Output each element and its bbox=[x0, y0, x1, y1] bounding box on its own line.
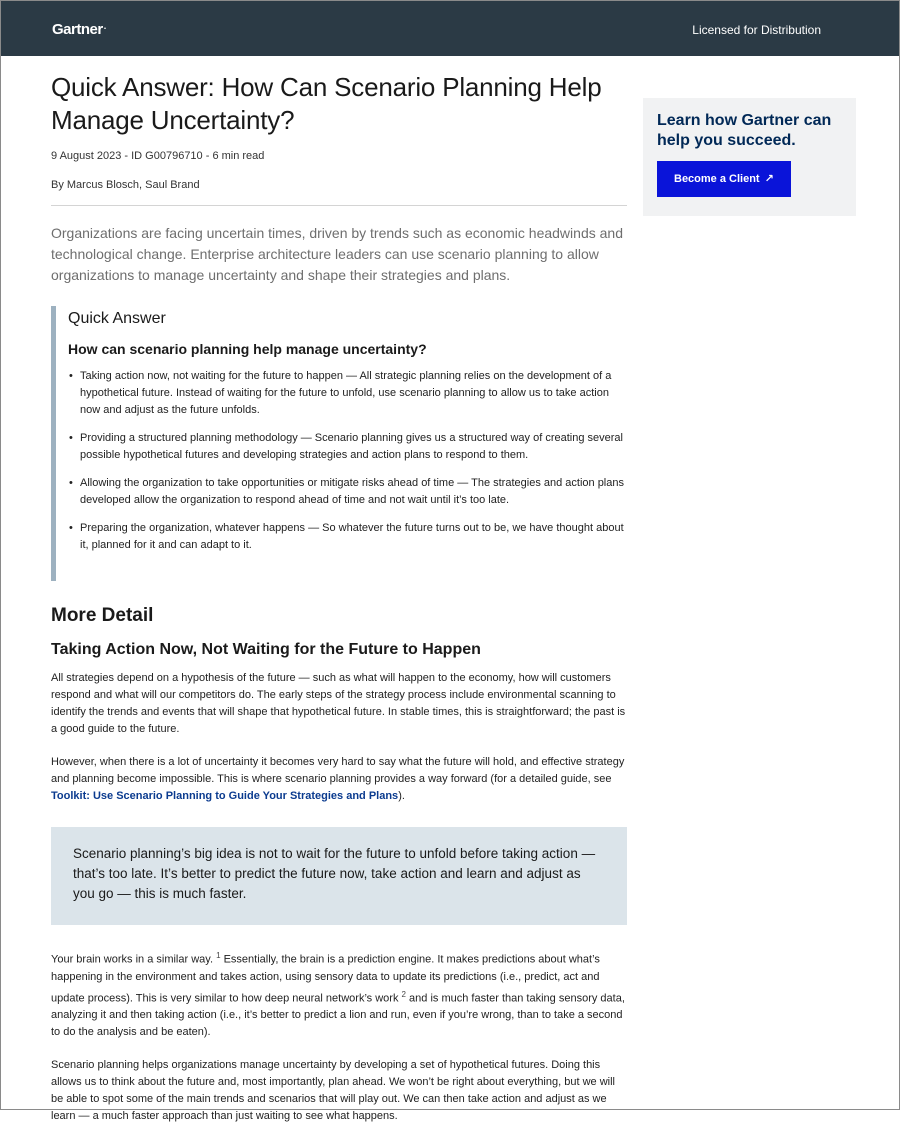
list-item bbox=[68, 475, 627, 509]
quick-answer-question: How can scenario planning help manage uncertainty? bbox=[68, 341, 427, 357]
quick-answer-box bbox=[51, 306, 627, 581]
paragraph-1: All strategies depend on a hypothesis of the future — such as what will happen to the economy, how will customers respond and what will our competitors do. The early steps of the strategy process include environmental scanning to identify the trends and events that will shape that hypothetical future. In stable times, this is straightforward; the past is a good guide to the future. bbox=[51, 672, 626, 735]
paragraph-2-text-end: ). bbox=[398, 790, 405, 802]
article-main bbox=[51, 71, 627, 1125]
arrow-up-right-icon: ↗ bbox=[764, 173, 774, 185]
bullet-icon: • bbox=[69, 477, 73, 489]
paragraph-3-text-a: Your brain works in a similar way. bbox=[51, 953, 217, 966]
article-summary: Organizations are facing uncertain times, driven by trends such as economic headwinds and technological change. Enterprise architecture leaders can use scenario planning to allow organizations to manage uncertainty and shape their strategies and plans. bbox=[51, 225, 623, 283]
section-subheading: Taking Action Now, Not Waiting for the Future to Happen bbox=[51, 641, 481, 658]
logo-dot: . bbox=[103, 21, 106, 31]
quick-answer-title: Quick Answer bbox=[68, 310, 166, 327]
client-promo bbox=[643, 98, 856, 216]
paragraph-3-text-c: and is much faster than taking sensory data, analyzing it and then taking action (i.e., it’s better to predict a lion and run, even if you’re wrong, than to take a second to do the analysis and be eaten). bbox=[51, 992, 625, 1039]
page-title: Quick Answer: How Can Scenario Planning Help Manage Uncertainty? bbox=[51, 72, 602, 135]
more-detail-heading: More Detail bbox=[51, 605, 154, 626]
paragraph-3 bbox=[51, 947, 627, 1041]
list-item-text: Providing a structured planning methodology — Scenario planning gives us a structured way of creating several possible hypothetical futures and developing strategies and action plans to respond to them. bbox=[80, 432, 623, 461]
callout-quote: Scenario planning’s big idea is not to wait for the future to unfold before taking action — that’s too late. It’s better to predict the future now, take action and learn and adjust as you go — this is much faster. bbox=[51, 827, 627, 925]
licensed-label: Licensed for Distribution bbox=[692, 23, 821, 37]
footnote-1-link[interactable]: 1 bbox=[216, 951, 221, 960]
article-authors: By Marcus Blosch, Saul Brand bbox=[51, 179, 627, 206]
list-item bbox=[68, 520, 627, 554]
paragraph-4: Scenario planning helps organizations manage uncertainty by developing a set of hypothetical futures. Doing this allows us to think about the future and, most importantly, plan ahead. We won’t be right about everything, but we will be able to spot some of the main trends and scenarios that will play out. We can then take action and adjust as we learn — a much faster approach than just waiting to see what happens. bbox=[51, 1059, 615, 1123]
top-bar bbox=[1, 1, 899, 56]
promo-title: Learn how Gartner can help you succeed. bbox=[657, 112, 832, 149]
list-item-text: Allowing the organization to take opportunities or mitigate risks ahead of time — The strategies and action plans developed allow the organization to respond ahead of time and not wait until it’s too late. bbox=[80, 477, 624, 506]
list-item bbox=[68, 430, 627, 464]
paragraph-2 bbox=[51, 754, 627, 805]
bullet-icon: • bbox=[69, 522, 73, 534]
toolkit-link[interactable]: Toolkit: Use Scenario Planning to Guide Your Strategies and Plans bbox=[51, 790, 399, 802]
list-item-text: Taking action now, not waiting for the future to happen — All strategic planning relies on the development of a hypothetical future. Instead of waiting for the future to unfold, use scenario planning to allow us to take action now and adjust as the future unfolds. bbox=[80, 370, 612, 416]
become-client-button[interactable] bbox=[657, 161, 791, 197]
paragraph-3-text-b: Essentially, the brain is a prediction engine. It makes predictions about what’s happening in the environment and takes action, using sensory data to update its predictions (i.e., predict, act and update process). This is very similar to how deep neural network’s work bbox=[51, 953, 600, 1005]
footnote-2-link[interactable]: 2 bbox=[401, 989, 406, 999]
quick-answer-list bbox=[68, 368, 627, 554]
list-item-text: Preparing the organization, whatever happens — So whatever the future turns out to be, we have thought about it, planned for it and can adapt to it. bbox=[80, 522, 624, 551]
gartner-logo[interactable] bbox=[52, 21, 106, 38]
paragraph-2-text-start: However, when there is a lot of uncertainty it becomes very hard to say what the future will hold, and effective strategy and planning become impossible. This is where scenario planning provides a way forward (for a detailed guide, see bbox=[51, 756, 625, 785]
bullet-icon: • bbox=[69, 370, 73, 382]
list-item bbox=[68, 368, 627, 419]
bullet-icon: • bbox=[69, 432, 73, 444]
article-meta: 9 August 2023 - ID G00796710 - 6 min read bbox=[51, 150, 265, 162]
logo-text: Gartner bbox=[52, 21, 103, 38]
become-client-label: Become a Client bbox=[674, 173, 760, 185]
